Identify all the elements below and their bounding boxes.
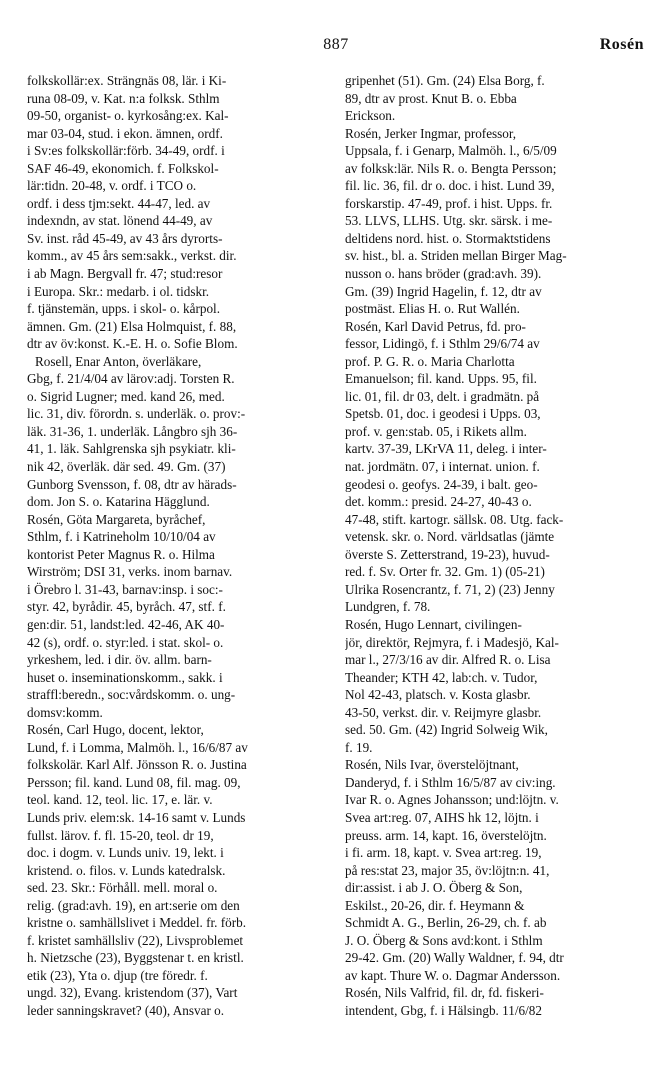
text-line: Ivar R. o. Agnes Johansson; und:löjtn. v. — [345, 792, 559, 808]
text-line: på res:stat 23, major 35, öv:löjtn:n. 41, — [345, 862, 550, 878]
text-line: prof. P. G. R. o. Maria Charlotta — [345, 353, 515, 369]
text-line: forskarstip. 47-49, prof. i hist. Upps. fr. — [345, 195, 553, 211]
text-line: vetensk. skr. o. Nord. världsatlas (jämte — [345, 529, 555, 545]
text-line: sed. 23. Skr.: Förhåll. mell. moral o. — [27, 880, 218, 896]
text-line: dom. Jon S. o. Katarina Hägglund. — [27, 494, 210, 510]
text-line: 89, dtr av prost. Knut B. o. Ebba — [345, 90, 517, 106]
text-line: Gunborg Svensson, f. 08, dtr av härads- — [27, 476, 237, 492]
text-line: i Sv:es folkskollär:förb. 34-49, ordf. i — [27, 143, 225, 159]
text-line: sv. hist., bl. a. Striden mellan Birger Mag- — [345, 248, 567, 264]
text-line: Theander; KTH 42, lab:ch. v. Tudor, — [345, 669, 538, 685]
text-line: läk. 31-36, 1. underläk. Långbro sjh 36- — [27, 423, 238, 439]
text-line: f. 19. — [345, 739, 373, 755]
text-line: i Örebro l. 31-43, barnav:insp. i soc:- — [27, 581, 223, 597]
text-line: straffl:beredn., soc:vårdskomm. o. ung- — [27, 687, 236, 703]
text-line: indexndn, av stat. lönend 44-49, av — [27, 213, 213, 229]
text-line: 42 (s), ordf. o. styr:led. i stat. skol- o. — [27, 634, 224, 650]
text-line: Wirström; DSI 31, verks. inom barnav. — [27, 564, 233, 580]
text-line: Uppsala, f. i Genarp, Malmöh. l., 6/5/09 — [345, 143, 557, 159]
text-line: fullst. lärov. f. fl. 15-20, teol. dr 19, — [27, 827, 214, 843]
text-line: 41, 1. läk. Sahlgrenska sjh psykiatr. kli- — [27, 441, 236, 457]
text-line: nusson o. hans bröder (grad:avh. 39). — [345, 266, 542, 282]
text-line: Gm. (39) Ingrid Hagelin, f. 12, dtr av — [345, 283, 542, 299]
text-line: kartv. 37-39, LKrVA 11, deleg. i inter- — [345, 441, 547, 457]
text-line: fil. lic. 36, fil. dr o. doc. i hist. Lund 39, — [345, 178, 555, 194]
text-line: sed. 50. Gm. (42) Ingrid Solweig Wik, — [345, 722, 548, 738]
text-line: lic. 31, div. förordn. s. underläk. o. prov:- — [27, 406, 246, 422]
text-line: lic. 01, fil. dr 03, delt. i gradmätn. på — [345, 388, 540, 404]
text-line: Spetsb. 01, doc. i geodesi i Upps. 03, — [345, 406, 541, 422]
text-line: relig. (grad:avh. 19), en art:serie om den — [27, 897, 240, 913]
text-line: f. tjänstemän, upps. i skol- o. kårpol. — [27, 301, 221, 317]
text-line: Eskilst., 20-26, dir. f. Heymann & — [345, 897, 525, 913]
text-line: Persson; fil. kand. Lund 08, fil. mag. 09, — [27, 774, 241, 790]
text-line: kontorist Peter Magnus R. o. Hilma — [27, 546, 215, 562]
text-line: Svea art:reg. 07, AIHS hk 12, löjtn. i — [345, 809, 539, 825]
text-line: huset o. inseminationskomm., sakk. i — [27, 669, 223, 685]
text-line: lär:tidn. 20-48, v. ordf. i TCO o. — [27, 178, 197, 194]
text-line: 29-42. Gm. (20) Wally Waldner, f. 94, dtr — [345, 950, 564, 966]
text-line: kristne o. samhällslivet i Meddel. fr. förb. — [27, 915, 247, 931]
text-line: Lund, f. i Lomma, Malmöh. l., 16/6/87 av — [27, 739, 248, 755]
text-line: 53. LLVS, LLHS. Utg. skr. särsk. i me- — [345, 213, 553, 229]
text-line: fessor, Lidingö, f. i Sthlm 29/6/74 av — [345, 336, 540, 352]
text-line: 43-50, verkst. dir. v. Reijmyre glasbr. — [345, 704, 542, 720]
text-line: Rosén, Karl David Petrus, fd. pro- — [345, 318, 526, 334]
text-line: Gbg, f. 21/4/04 av lärov:adj. Torsten R. — [27, 371, 235, 387]
text-line: deltidens nord. hist. o. Stormaktstidens — [345, 230, 551, 246]
text-line: dir:assist. i ab J. O. Öberg & Son, — [345, 880, 523, 896]
text-line: runa 08-09, v. Kat. n:a folksk. Sthlm — [27, 90, 220, 106]
text-line: Rosén, Nils Ivar, överstelöjtnant, — [345, 757, 519, 773]
text-line: Sv. inst. råd 45-49, av 43 års dyrorts- — [27, 230, 223, 246]
text-line: i ab Magn. Bergvall fr. 47; stud:resor — [27, 266, 223, 282]
text-line: o. Sigrid Lugner; med. kand 26, med. — [27, 388, 225, 404]
text-line: folkskollär:ex. Strängnäs 08, lär. i Ki- — [27, 73, 227, 88]
text-line: Rosén, Nils Valfrid, fil. dr, fd. fiskeri- — [345, 985, 544, 1001]
text-line: Lundgren, f. 78. — [345, 599, 431, 615]
text-line: teol. kand. 12, teol. lic. 17, e. lär. v. — [27, 792, 213, 808]
running-head: Rosén — [599, 36, 644, 53]
text-line: intendent, Gbg, f. i Hälsingb. 11/6/82 — [345, 1002, 542, 1018]
text-line: 09-50, organist- o. kyrkosång:ex. Kal- — [27, 108, 229, 124]
text-line: kristend. o. filos. v. Lunds katedralsk. — [27, 862, 226, 878]
text-line: komm., av 45 års sem:sakk., verkst. dir. — [27, 248, 237, 264]
text-line: etik (23), Yta o. djup (tre föredr. f. — [27, 967, 208, 983]
text-line: folkskolär. Karl Alf. Jönsson R. o. Justina — [27, 757, 247, 773]
text-line: Sthlm, f. i Katrineholm 10/10/04 av — [27, 529, 216, 545]
text-line: h. Nietzsche (23), Byggstenar t. en kristl. — [27, 950, 244, 966]
text-line: det. komm.: presid. 24-27, 40-43 o. — [345, 494, 532, 510]
text-line: dtr av öv:konst. K.-E. H. o. Sofie Blom. — [27, 336, 238, 352]
text-line: postmäst. Elias H. o. Rut Wallén. — [345, 301, 520, 317]
text-line: 47-48, stift. kartogr. sällsk. 08. Utg. fack- — [345, 511, 564, 527]
text-line: J. O. Öberg & Sons avd:kont. i Sthlm — [345, 932, 543, 948]
text-line: styr. 42, byrådir. 45, byråch. 47, stf. f. — [27, 599, 226, 615]
text-line: nik 42, överläk. där sed. 49. Gm. (37) — [27, 459, 226, 475]
text-line: jör, direktör, Rejmyra, f. i Madesjö, Kal- — [345, 634, 559, 650]
text-line: Schmidt A. G., Berlin, 26-29, ch. f. ab — [345, 915, 547, 931]
text-line: geodesi o. geofys. 24-39, i balt. geo- — [345, 476, 538, 492]
text-line: Emanuelson; fil. kand. Upps. 95, fil. — [345, 371, 537, 387]
left-text-column — [27, 72, 330, 1020]
text-line: red. f. Sv. Orter fr. 32. Gm. 1) (05-21) — [345, 564, 545, 580]
text-line: ämnen. Gm. (21) Elsa Holmquist, f. 88, — [27, 318, 237, 334]
text-line: Rosén, Carl Hugo, docent, lektor, — [27, 722, 204, 738]
text-line: mar 03-04, stud. i ekon. ämnen, ordf. — [27, 125, 223, 141]
text-line: ungd. 32), Evang. kristendom (37), Vart — [27, 985, 238, 1001]
text-line: Rosén, Jerker Ingmar, professor, — [345, 125, 517, 141]
text-line: leder sanningskravet? (40), Ansvar o. — [27, 1002, 225, 1018]
text-line: domsv:komm. — [27, 704, 103, 720]
text-line: Ulrika Rosencrantz, f. 71, 2) (23) Jenny — [345, 581, 555, 597]
text-line: Erickson. — [345, 108, 396, 124]
text-line: f. kristet samhällsliv (22), Livsproblemet — [27, 932, 244, 948]
text-line: Rosén, Göta Margareta, byråchef, — [27, 511, 206, 527]
text-line: av folksk:lär. Nils R. o. Bengta Persson; — [345, 160, 557, 176]
text-line: i Europa. Skr.: medarb. i ol. tidskr. — [27, 283, 210, 299]
text-line: nat. jordmätn. 07, i internat. union. f. — [345, 459, 540, 475]
text-line: överste S. Zetterstrand, 19-23), huvud- — [345, 546, 550, 562]
text-line: Lunds priv. elem:sk. 14-16 samt v. Lunds — [27, 809, 246, 825]
text-line: Rosén, Hugo Lennart, civilingen- — [345, 616, 522, 632]
text-line: preuss. arm. 14, kapt. 16, överstelöjtn. — [345, 827, 547, 843]
text-line: gripenhet (51). Gm. (24) Elsa Borg, f. — [345, 73, 545, 88]
page-number: 887 — [323, 36, 349, 53]
right-text-column — [345, 72, 648, 1020]
text-line: av kapt. Thure W. o. Dagmar Andersson. — [345, 967, 561, 983]
text-line: ordf. i dess tjm:sekt. 44-47, led. av — [27, 195, 211, 211]
text-line: SAF 46-49, ekonomich. f. Folkskol- — [27, 160, 219, 176]
text-line: gen:dir. 51, landst:led. 42-46, AK 40- — [27, 616, 225, 632]
entry-heading-line: Rosell, Enar Anton, överläkare, — [35, 353, 202, 369]
text-line: prof. v. gen:stab. 05, i Rikets allm. — [345, 423, 527, 439]
text-line: yrkeshem, led. i dir. öv. allm. barn- — [27, 652, 212, 668]
page-header — [0, 36, 672, 60]
text-line: mar l., 27/3/16 av dir. Alfred R. o. Lisa — [345, 652, 551, 668]
text-line: doc. i dogm. v. Lunds univ. 19, lekt. i — [27, 845, 224, 861]
text-line: Danderyd, f. i Sthlm 16/5/87 av civ:ing. — [345, 774, 556, 790]
text-line: i fi. arm. 18, kapt. v. Svea art:reg. 19, — [345, 845, 542, 861]
text-line: Nol 42-43, platsch. v. Kosta glasbr. — [345, 687, 531, 703]
